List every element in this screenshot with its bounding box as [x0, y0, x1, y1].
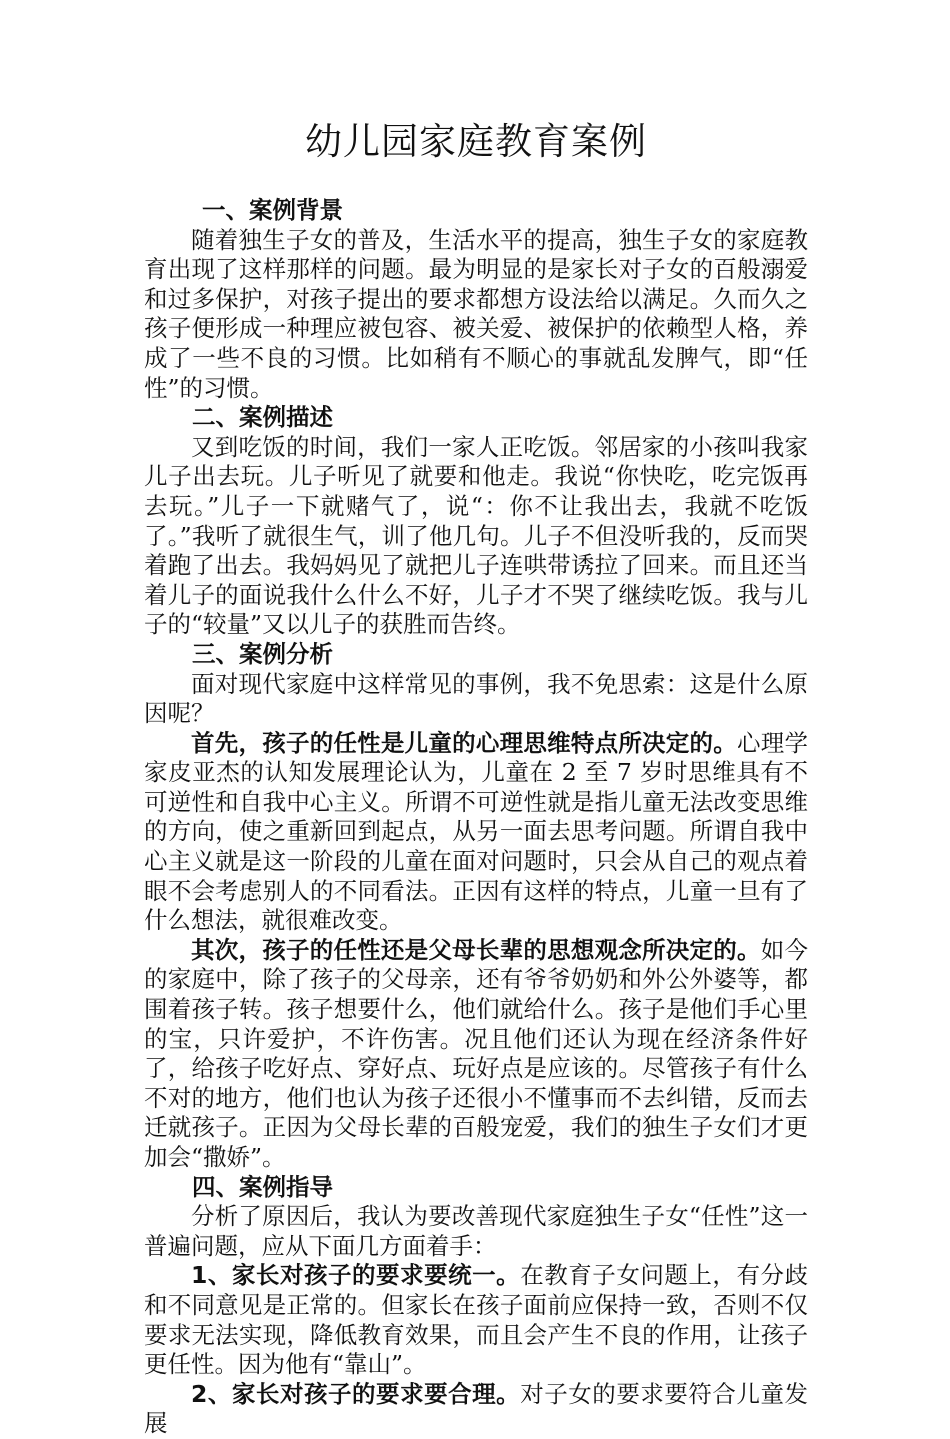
paragraph-text: 在教育子女问题上，有分歧和不同意见是正常的。但家长在孩子面前应保持一致，否则不仅要求无法实现，降低教育效果，而且会产生不良的作用，让孩子更任性。因为他有“靠山”。 [144, 1261, 809, 1379]
paragraph [144, 1261, 808, 1379]
section-heading-analysis: 三、案例分析 [192, 639, 333, 668]
paragraph [144, 936, 808, 1173]
section-heading-guidance: 四、案例指导 [192, 1172, 333, 1201]
section-heading-description: 二、案例描述 [192, 403, 333, 432]
paragraph-lead: 2、家长对孩子的要求要合理。 [191, 1379, 521, 1408]
paragraph-lead: 其次，孩子的任性还是父母长辈的思想观念所决定的。 [191, 935, 761, 964]
paragraph-text: 如今的家庭中，除了孩子的父母亲，还有爷爷奶奶和外公外婆等，都围着孩子转。孩子想要什么，他们就给什么。孩子是他们手心里的宝，只许爱护，不许伤害。况且他们还认为现在经济条件好了，给孩子吃好点、穿好点、玩好点是应该的。尽管孩子有什么不对的地方，他们也认为孩子还很小不懂事而不去纠错，反而去迁就孩子。正因为父母长辈的百般宠爱，我们的独生子女们才更加会“撒娇”。 [144, 935, 809, 1171]
document-page [144, 120, 808, 1439]
paragraph [144, 1380, 808, 1439]
section-heading-background: 一、案例背景 [202, 196, 343, 224]
paragraph-text: 心理学家皮亚杰的认知发展理论认为，儿童在 2 至 7 岁时思维具有不可逆性和自我中心主义。所谓不可逆性就是指儿童无法改变思维的方向，使之重新回到起点，从另一面去思考问题。所谓自我中心主义就是这一阶段的儿童在面对问题时，只会从自己的观点着眼不会考虑别人的不同看法。正因有这样的特点，儿童一旦有了什么想法，就很难改变。 [144, 728, 809, 935]
document-title: 幼儿园家庭教育案例 [305, 120, 647, 163]
paragraph: 又到吃饭的时间，我们一家人正吃饭。邻居家的小孩叫我家儿子出去玩。儿子听见了就要和他走。我说“你快吃，吃完饭再去玩。”儿子一下就赌气了，说“：你不让我出去，我就不吃饭了。”我听了就很生气，训了他几句。儿子不但没听我的，反而哭着跑了出去。我妈妈见了就把儿子连哄带诱拉了回来。而且还当着儿子的面说我什么什么不好，儿子才不哭了继续吃饭。我与儿子的“较量”又以儿子的获胜而告终。 [144, 432, 808, 639]
paragraph-lead: 1、家长对孩子的要求要统一。 [191, 1261, 521, 1290]
paragraph: 随着独生子女的普及，生活水平的提高，独生子女的家庭教育出现了这样那样的问题。最为明显的是家长对子女的百般溺爱和过多保护，对孩子提出的要求都想方设法给以满足。久而久之孩子便形成一种理应被包容、被关爱、被保护的依赖型人格，养成了一些不良的习惯。比如稍有不顺心的事就乱发脾气，即“任性”的习惯。 [144, 225, 808, 402]
paragraph-text: 对子女的要求要符合儿童发展 [144, 1379, 809, 1438]
paragraph-lead: 首先，孩子的任性是儿童的心理思维特点所决定的。 [191, 728, 738, 757]
paragraph: 分析了原因后，我认为要改善现代家庭独生子女“任性”这一普遍问题，应从下面几方面着手： [144, 1202, 808, 1260]
paragraph [144, 729, 808, 936]
paragraph: 面对现代家庭中这样常见的事例，我不免思索：这是什么原因呢？ [144, 669, 808, 728]
